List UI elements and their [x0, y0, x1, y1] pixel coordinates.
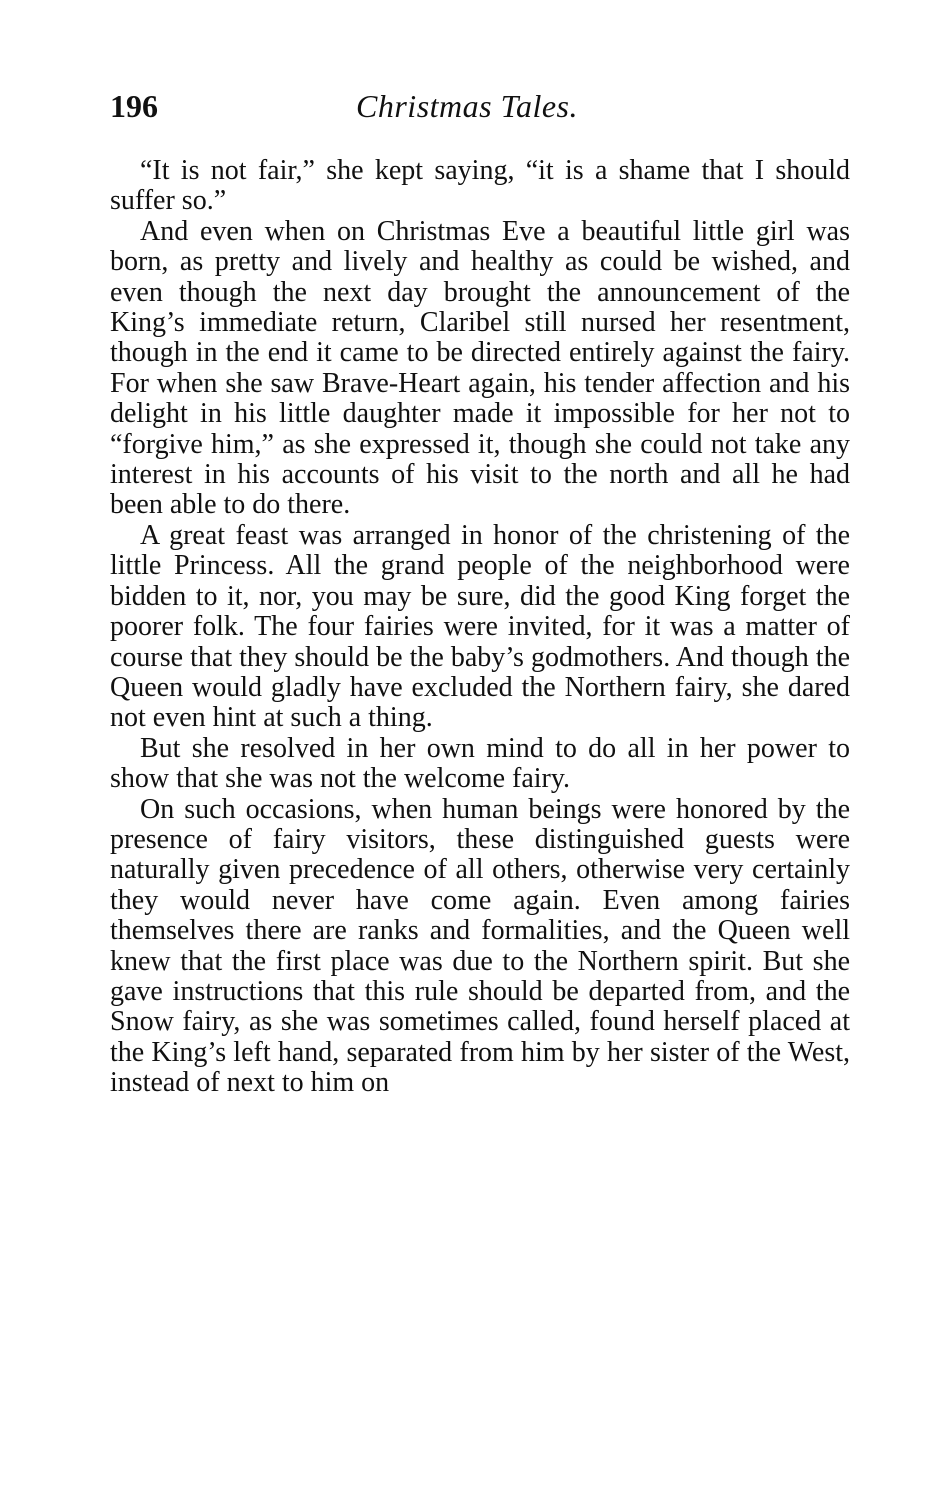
- page-number: 196: [110, 88, 158, 124]
- running-title: Christmas Tales.: [356, 88, 578, 124]
- paragraph-4: But she resolved in her own mind to do all in her power to show that she was not the welcome fairy.: [110, 732, 850, 795]
- paragraph-1: “It is not fair,” she kept saying, “it is a shame that I should suffer so.”: [110, 155, 850, 217]
- paragraph-5: On such occasions, when human beings were honored by the presence of fairy visitors, these distinguished guests were naturally given precedence of all others, otherwise very certainly they would never have come again. Even among fairies themselves there are ranks and formalities, and the Queen well knew that the first place was due to the Northern spirit. But she gave instructions that this rule should be departed from, and the Snow fairy, as she was sometimes called, found herself placed at the King’s left hand, separated from him by her sister of the West, instead of next to him on: [110, 793, 850, 1099]
- paragraph-2: And even when on Christmas Eve a beautiful little girl was born, as pretty and lively and healthy as could be wished, and even though the next day brought the announcement of the King’s immediate return, Claribel still nursed her resentment, though in the end it came to be directed entirely against the fairy. For when she saw Brave-Heart again, his tender affection and his delight in his little daughter made it impossible for her not to “forgive him,” as she expressed it, though she could not take any interest in his accounts of his visit to the north and all he had been able to do there.: [110, 215, 850, 521]
- body-text: [110, 156, 850, 1099]
- paragraph-3: A great feast was arranged in honor of the christening of the little Princess. All the grand people of the neighborhood were bidden to it, nor, you may be sure, did the good King forget the poorer folk. The four fairies were invited, for it was a matter of course that they should be the baby’s godmothers. And though the Queen would gladly have excluded the Northern fairy, she dared not even hint at such a thing.: [110, 519, 850, 734]
- running-head: [110, 86, 850, 130]
